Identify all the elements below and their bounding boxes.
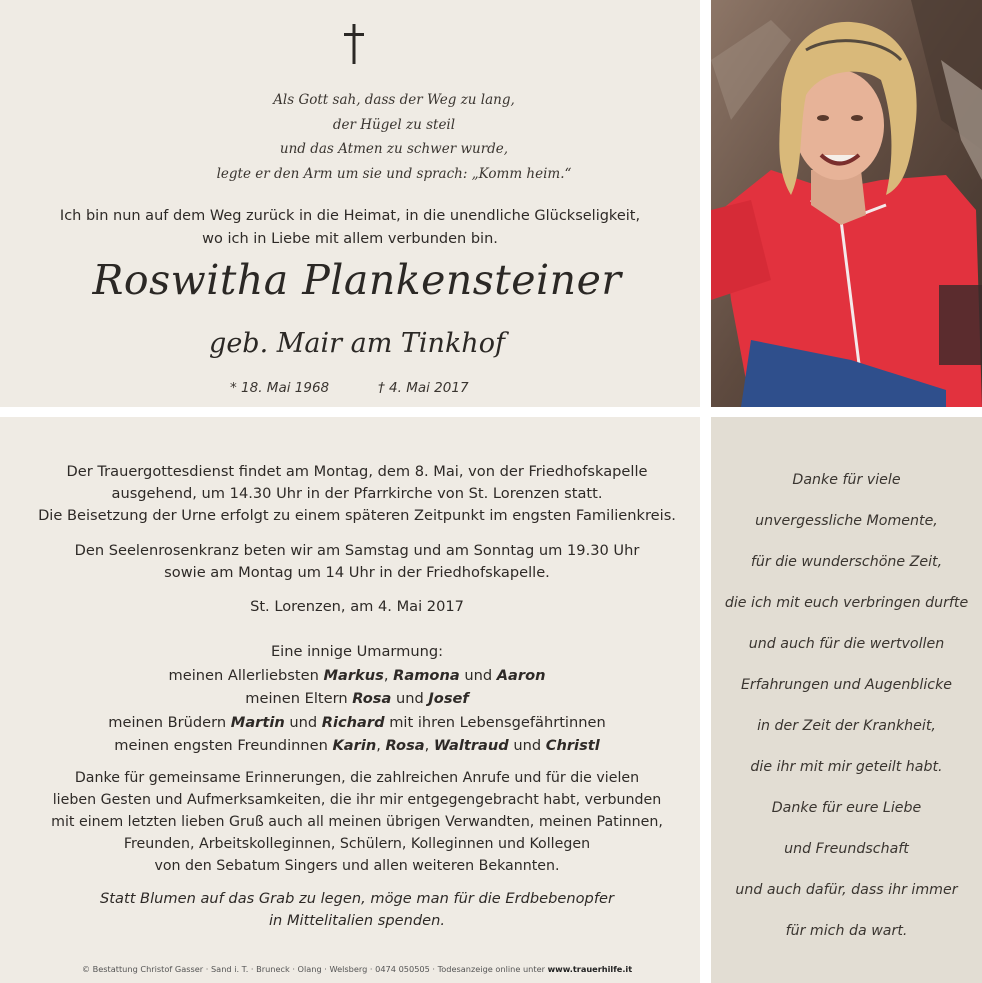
gratitude-line: von den Sebatum Singers und allen weiteren Bekannten.: [154, 858, 560, 874]
poem-line: der Hügel zu steil: [332, 116, 456, 133]
thanks-line: und auch dafür, dass ihr immer: [735, 882, 958, 898]
service-line: ausgehend, um 14.30 Uhr in der Pfarrkirche von St. Lorenzen statt.: [111, 485, 603, 502]
service-info: [0, 461, 714, 527]
thanks-line: die ich mit euch verbringen durfte: [724, 595, 969, 611]
thanks-line: für mich da wart.: [785, 923, 908, 939]
flowers-line: Statt Blumen auf das Grab zu legen, möge man für die Erdbebenopfer: [100, 890, 614, 907]
rosary-line: sowie am Montag um 14 Uhr in der Friedhofskapelle.: [164, 564, 550, 581]
thanks-line: Danke für eure Liebe: [771, 800, 922, 816]
poem-line: Als Gott sah, dass der Weg zu lang,: [273, 92, 515, 108]
embrace-line: meinen Brüdern Martin und Richard mit ihren Lebensgefährtinnen: [108, 713, 606, 731]
thanks-line: Danke für viele: [792, 472, 901, 488]
gratitude-line: lieben Gesten und Aufmerksamkeiten, die ihr mir entgegengebracht habt, verbunden: [52, 792, 662, 808]
rosary-line: Den Seelenrosenkranz beten wir am Samstag und am Sonntag um 19.30 Uhr: [74, 542, 640, 559]
rosary-info: [0, 540, 714, 584]
service-line: Der Trauergottesdienst findet am Montag, dem 8. Mai, von der Friedhofskapelle: [66, 463, 648, 480]
gratitude-line: Danke für gemeinsame Erinnerungen, die zahlreichen Anrufe und für die vielen: [74, 770, 640, 786]
thanks-text: [711, 460, 982, 952]
place-date: St. Lorenzen, am 4. Mai 2017: [250, 598, 464, 615]
thanks-line: und auch für die wertvollen: [748, 636, 945, 652]
cross-icon: [340, 22, 368, 66]
embrace-line: meinen Eltern Rosa und Josef: [245, 690, 469, 707]
thanks-line: in der Zeit der Krankheit,: [757, 718, 936, 734]
death-date: † 4. Mai 2017: [378, 380, 469, 396]
intro-line: Ich bin nun auf dem Weg zurück in die Heimat, in die unendliche Glückseligkeit,: [59, 208, 641, 224]
embrace-heading: Eine innige Umarmung:: [270, 643, 444, 660]
flowers-note: [0, 888, 714, 932]
poem: [0, 88, 700, 186]
portrait-photo: [711, 0, 982, 407]
footer-text: © Bestattung Christof Gasser · Sand i. T. · Bruneck · Olang · Welsberg · 0474 050505 · Todesanzeige online unter: [81, 964, 548, 974]
flowers-line: in Mittelitalien spenden.: [269, 912, 445, 929]
footer-link[interactable]: www.trauerhilfe.it: [547, 964, 633, 974]
portrait-illustration: [711, 0, 982, 407]
poem-line: und das Atmen zu schwer wurde,: [279, 141, 509, 157]
embrace-section: [0, 640, 714, 758]
poem-line: legte er den Arm um sie und sprach: „Komm heim.“: [216, 165, 572, 182]
service-line: Die Beisetzung der Urne erfolgt zu einem späteren Zeitpunkt im engsten Familienkreis.: [38, 507, 676, 524]
gratitude-line: mit einem letzten lieben Gruß auch all meinen übrigen Verwandten, meinen Patinnen,: [51, 814, 663, 830]
intro-line: wo ich in Liebe mit allem verbunden bin.: [202, 231, 498, 247]
gratitude-line: Freunden, Arbeitskolleginnen, Schülern, Kolleginnen und Kollegen: [123, 836, 591, 852]
birth-name: geb. Mair am Tinkhof: [209, 328, 505, 359]
thanks-line: und Freundschaft: [784, 841, 909, 857]
intro-text: [0, 205, 700, 251]
embrace-line: meinen Allerliebsten Markus, Ramona und Aaron: [168, 666, 546, 684]
thanks-line: Erfahrungen und Augenblicke: [740, 677, 953, 693]
footer-credit: [0, 964, 714, 974]
thanks-line: die ihr mit mir geteilt habt.: [750, 759, 943, 775]
deceased-name: Roswitha Plankensteiner: [92, 256, 622, 304]
birth-date: * 18. Mai 1968: [230, 380, 330, 396]
gratitude-text: [0, 767, 714, 877]
embrace-line: meinen engsten Freundinnen Karin, Rosa, Waltraud und Christl: [114, 737, 600, 754]
thanks-line: unvergessliche Momente,: [755, 513, 938, 529]
thanks-line: für die wunderschöne Zeit,: [750, 554, 943, 570]
